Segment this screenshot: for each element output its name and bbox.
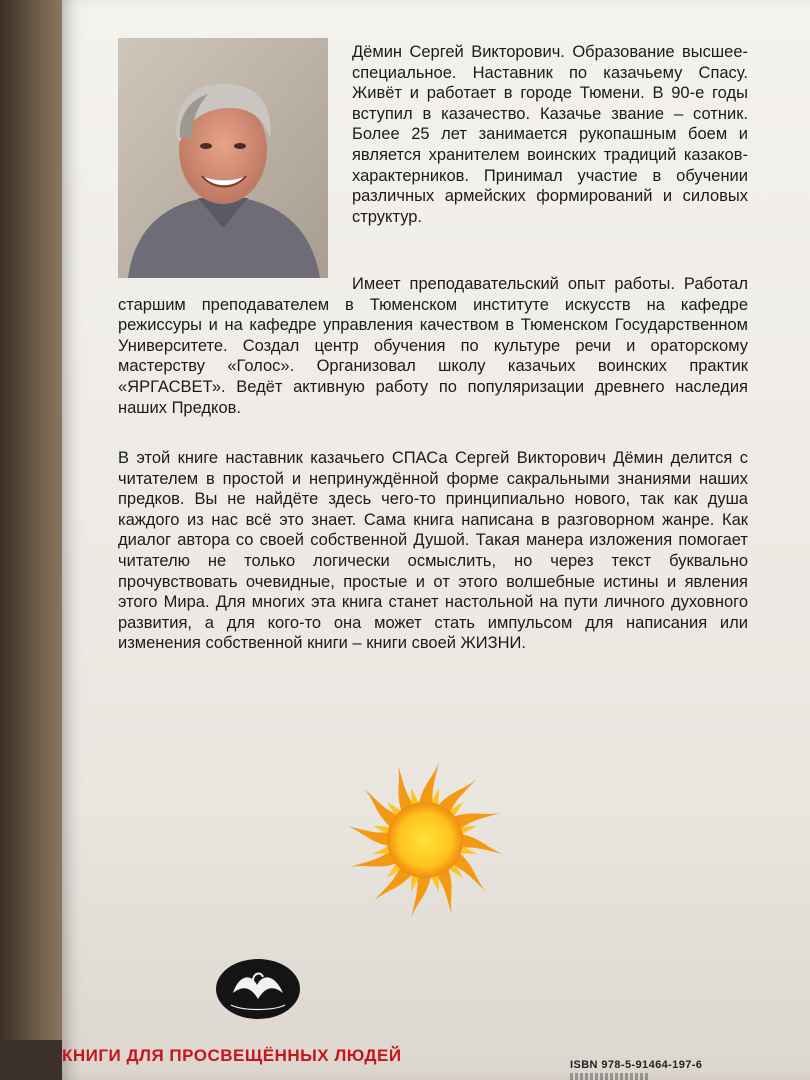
- author-bio-second: Имеет преподавательский опыт работы. Работал старшим преподавателем в Тюменском институте искусств на кафедре режиссуры и на кафедре управления качеством в Тюменском Государственном Университете. Создал центр обучения по культуре речи и ораторскому мастерству «Голос». Организовал школу казачьих воинских практик «ЯРГАСВЕТ». Ведёт активную работу по популяризации древнего наследия наших Предков.: [118, 275, 748, 417]
- author-bio-top: Дёмин Сергей Викторович. Образование высшее-специальное. Наставник по казачьему Спасу. Живёт и работает в городе Тюмени. В 90-е годы вступил в казачество. Казачье звание – сотник. Более 25 лет занимается рукопашным боем и является хранителем воинских традиций казаков-характерников. Принимал участие в обучении различных армейских формирований и силовых структур.: [352, 43, 748, 226]
- author-bio-bottom: [118, 274, 748, 418]
- author-photo: [118, 38, 328, 278]
- sun-icon: [345, 760, 505, 920]
- isbn: ISBN 978-5-91464-197-6: [570, 1059, 703, 1071]
- publisher-logo: [213, 955, 303, 1025]
- barcode-fragment: [570, 1073, 650, 1080]
- series-title: КНИГИ ДЛЯ ПРОСВЕЩЁННЫХ ЛЮДЕЙ: [62, 1046, 402, 1065]
- book-description: В этой книге наставник казачьего СПАСа Сергей Викторович Дёмин делится с читателем в простой и непринуждённой форме сакральными знаниями наших предков. Вы не найдёте здесь чего-то принципиально нового, так как душа каждого из нас всё это знает. Сама книга написана в разговорном жанре. Как диалог автора со своей собственной Душой. Такая манера изложения помогает читателю не только логически осмыслить, но через текст буквально прочувствовать очевидные, простые и от этого волшебные истины и явления этого Мира. Для многих эта книга станет настольной на пути личного духовного развития, а для кого-то она может стать импульсом для написания или изменения собственной книги – книги своей ЖИЗНИ.: [118, 449, 748, 653]
- table-background: [0, 0, 62, 1080]
